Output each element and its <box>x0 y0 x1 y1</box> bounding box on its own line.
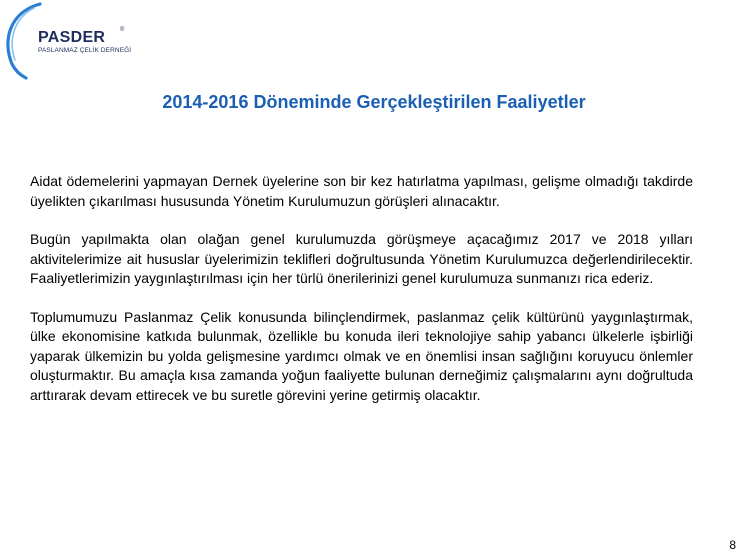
logo-name: PASDER <box>38 29 106 46</box>
page-title: 2014-2016 Döneminde Gerçekleştirilen Faaliyetler <box>162 92 586 112</box>
paragraph: Bugün yapılmakta olan olağan genel kurulumuzda görüşmeye açacağımız 2017 ve 2018 yılları aktivitelerimize ait hususlar üyelerimizin teklifleri doğrultusunda Yönetim Kurulumuzca değerlendirilecektir. Faaliyetlerimizin yaygınlaştırılması için her türlü önerilerinizi genel kurulumuza sunmanızı rica ederiz. <box>30 231 693 286</box>
body-text <box>30 172 693 424</box>
pasder-logo <box>0 0 140 80</box>
paragraph: Aidat ödemelerini yapmayan Dernek üyelerine son bir kez hatırlatma yapılması, gelişme olmadığı takdirde üyelikten çıkarılması hususunda Yönetim Kurulumuzun görüşleri alınacaktır. <box>30 173 693 209</box>
logo-registered-mark: ® <box>120 27 125 33</box>
logo-subtitle: PASLANMAZ ÇELİK DERNEĞİ <box>38 47 132 54</box>
page-number: 8 <box>729 538 736 552</box>
paragraph: Toplumumuzu Paslanmaz Çelik konusunda bilinçlendirmek, paslanmaz çelik kültürünü yaygınlaştırmak, ülke ekonomisine katkıda bulunmak, özellikle bu konuda ileri teknolojiye sahip yabancı ülkelerle işbirliği yaparak ülkemizin bu yolda gelişmesine yardımcı olmak ve en önemlisi insan sağlığını koruyucu önlemler oluşturmaktır. Bu amaçla kısa zamanda yoğun faaliyette bulunan derneğimiz çalışmalarını aynı doğrultuda arttırarak devam ettirecek ve bu suretle görevini yerine getirmiş olacaktır. <box>30 308 693 403</box>
